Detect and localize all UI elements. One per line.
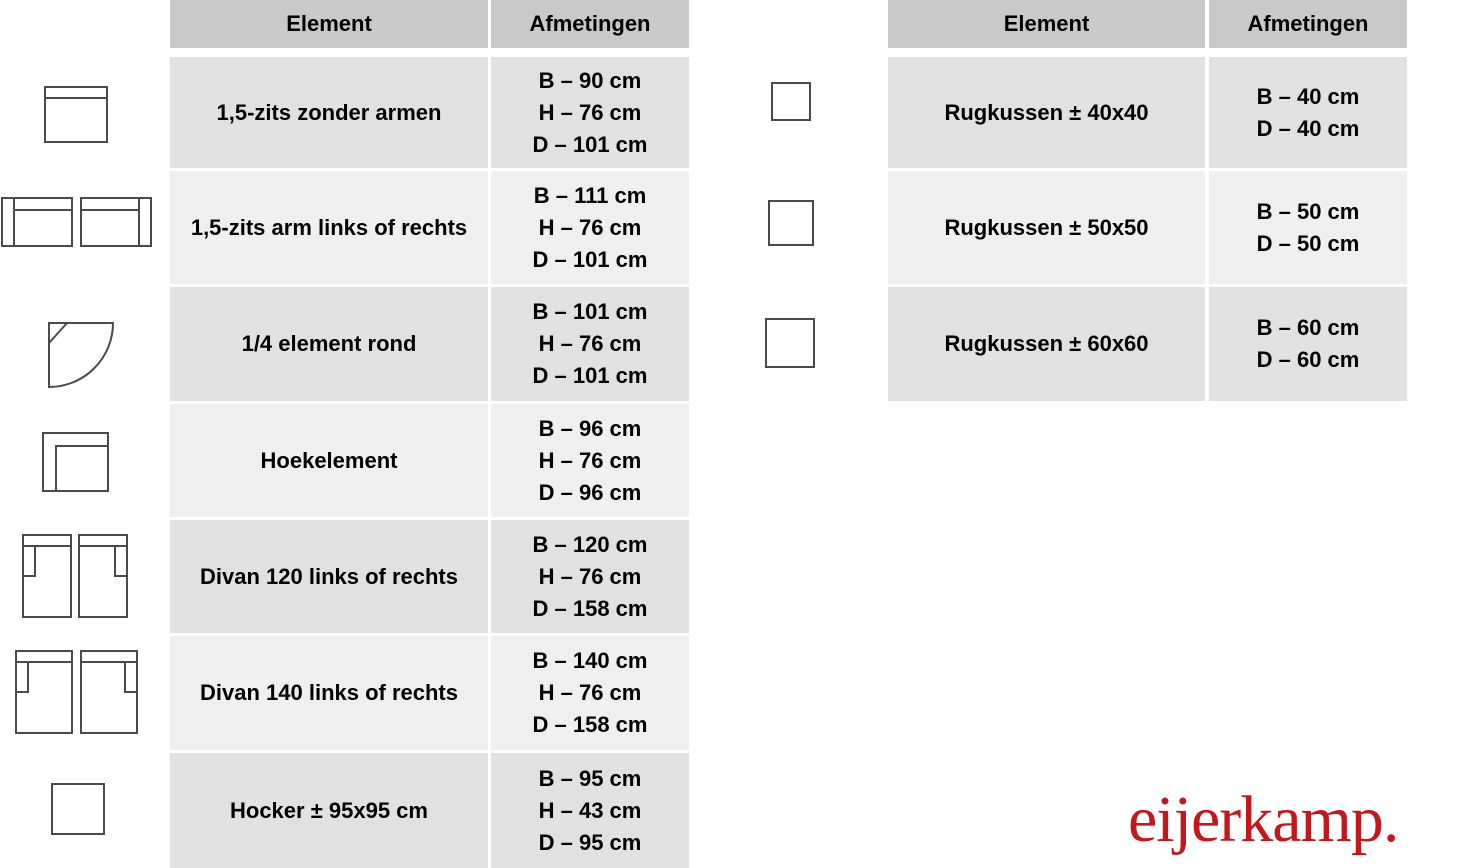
dim-line: B – 40 cm <box>1256 83 1360 109</box>
dim-line: D – 158 cm <box>532 595 648 621</box>
dim-line: B – 120 cm <box>532 531 648 557</box>
dim-line: H – 76 cm <box>538 331 642 356</box>
left-row-5-dims <box>491 636 689 750</box>
dim-line: H – 76 cm <box>538 680 642 705</box>
left-row-2-name: 1/4 element rond <box>170 287 488 401</box>
back-cushion-40-icon <box>771 82 813 124</box>
dim-line: D – 158 cm <box>532 712 648 737</box>
dim-line: D – 50 cm <box>1256 230 1360 256</box>
dim-line: B – 140 cm <box>532 648 648 673</box>
right-row-1-dims <box>1209 171 1407 284</box>
dim-line: D – 40 cm <box>1256 115 1360 141</box>
right-row-1-name: Rugkussen ± 50x50 <box>888 171 1205 284</box>
dim-line: D – 101 cm <box>532 246 648 272</box>
left-row-6-dims <box>491 753 689 868</box>
dim-line: B – 95 cm <box>538 765 642 791</box>
sofa-seat-no-arms-icon <box>44 86 108 144</box>
right-header-element: Element <box>888 0 1205 48</box>
dim-line: B – 111 cm <box>533 182 647 208</box>
dim-line: B – 50 cm <box>1256 198 1360 224</box>
dim-line: H – 76 cm <box>538 214 642 240</box>
left-row-5-name: Divan 140 links of rechts <box>170 636 488 750</box>
left-row-2-dims <box>491 287 689 401</box>
quarter-round-element-icon <box>47 321 117 389</box>
right-row-0-name: Rugkussen ± 40x40 <box>888 57 1205 168</box>
left-header-element: Element <box>170 0 488 48</box>
back-cushion-50-icon <box>768 200 816 248</box>
dim-line: B – 90 cm <box>538 67 642 93</box>
dim-line: H – 43 cm <box>538 797 642 823</box>
left-row-3-dims <box>491 404 689 517</box>
divan-120-icon <box>22 534 130 620</box>
left-header-dimensions: Afmetingen <box>491 0 689 48</box>
left-row-1-dims <box>491 171 689 284</box>
dim-line: D – 95 cm <box>538 829 642 855</box>
right-row-0-dims <box>1209 57 1407 168</box>
left-row-3-name: Hoekelement <box>170 404 488 517</box>
right-row-2-name: Rugkussen ± 60x60 <box>888 287 1205 401</box>
back-cushion-60-icon <box>765 318 817 370</box>
dim-line: D – 60 cm <box>1256 347 1360 372</box>
dim-line: B – 101 cm <box>532 299 648 324</box>
right-row-2-dims <box>1209 287 1407 401</box>
dim-line: D – 101 cm <box>532 131 648 157</box>
left-row-6-name: Hocker ± 95x95 cm <box>170 753 488 868</box>
left-row-0-name: 1,5-zits zonder armen <box>170 57 488 168</box>
dim-line: H – 76 cm <box>538 563 642 589</box>
dim-line: H – 76 cm <box>538 447 642 473</box>
corner-element-icon <box>42 432 110 494</box>
left-row-1-name: 1,5-zits arm links of rechts <box>170 171 488 284</box>
eijerkamp-logo: eijerkamp. <box>1128 783 1399 856</box>
divan-140-icon <box>15 650 139 736</box>
left-row-0-dims <box>491 57 689 168</box>
dim-line: H – 76 cm <box>538 99 642 125</box>
left-row-4-name: Divan 120 links of rechts <box>170 520 488 633</box>
dim-line: B – 96 cm <box>538 415 642 441</box>
sofa-seat-one-arm-icon <box>1 197 153 249</box>
dim-line: B – 60 cm <box>1256 315 1360 340</box>
dim-line: D – 96 cm <box>538 479 642 505</box>
left-row-4-dims <box>491 520 689 633</box>
right-header-dimensions: Afmetingen <box>1209 0 1407 48</box>
dim-line: D – 101 cm <box>532 363 648 388</box>
hocker-icon <box>51 783 107 837</box>
